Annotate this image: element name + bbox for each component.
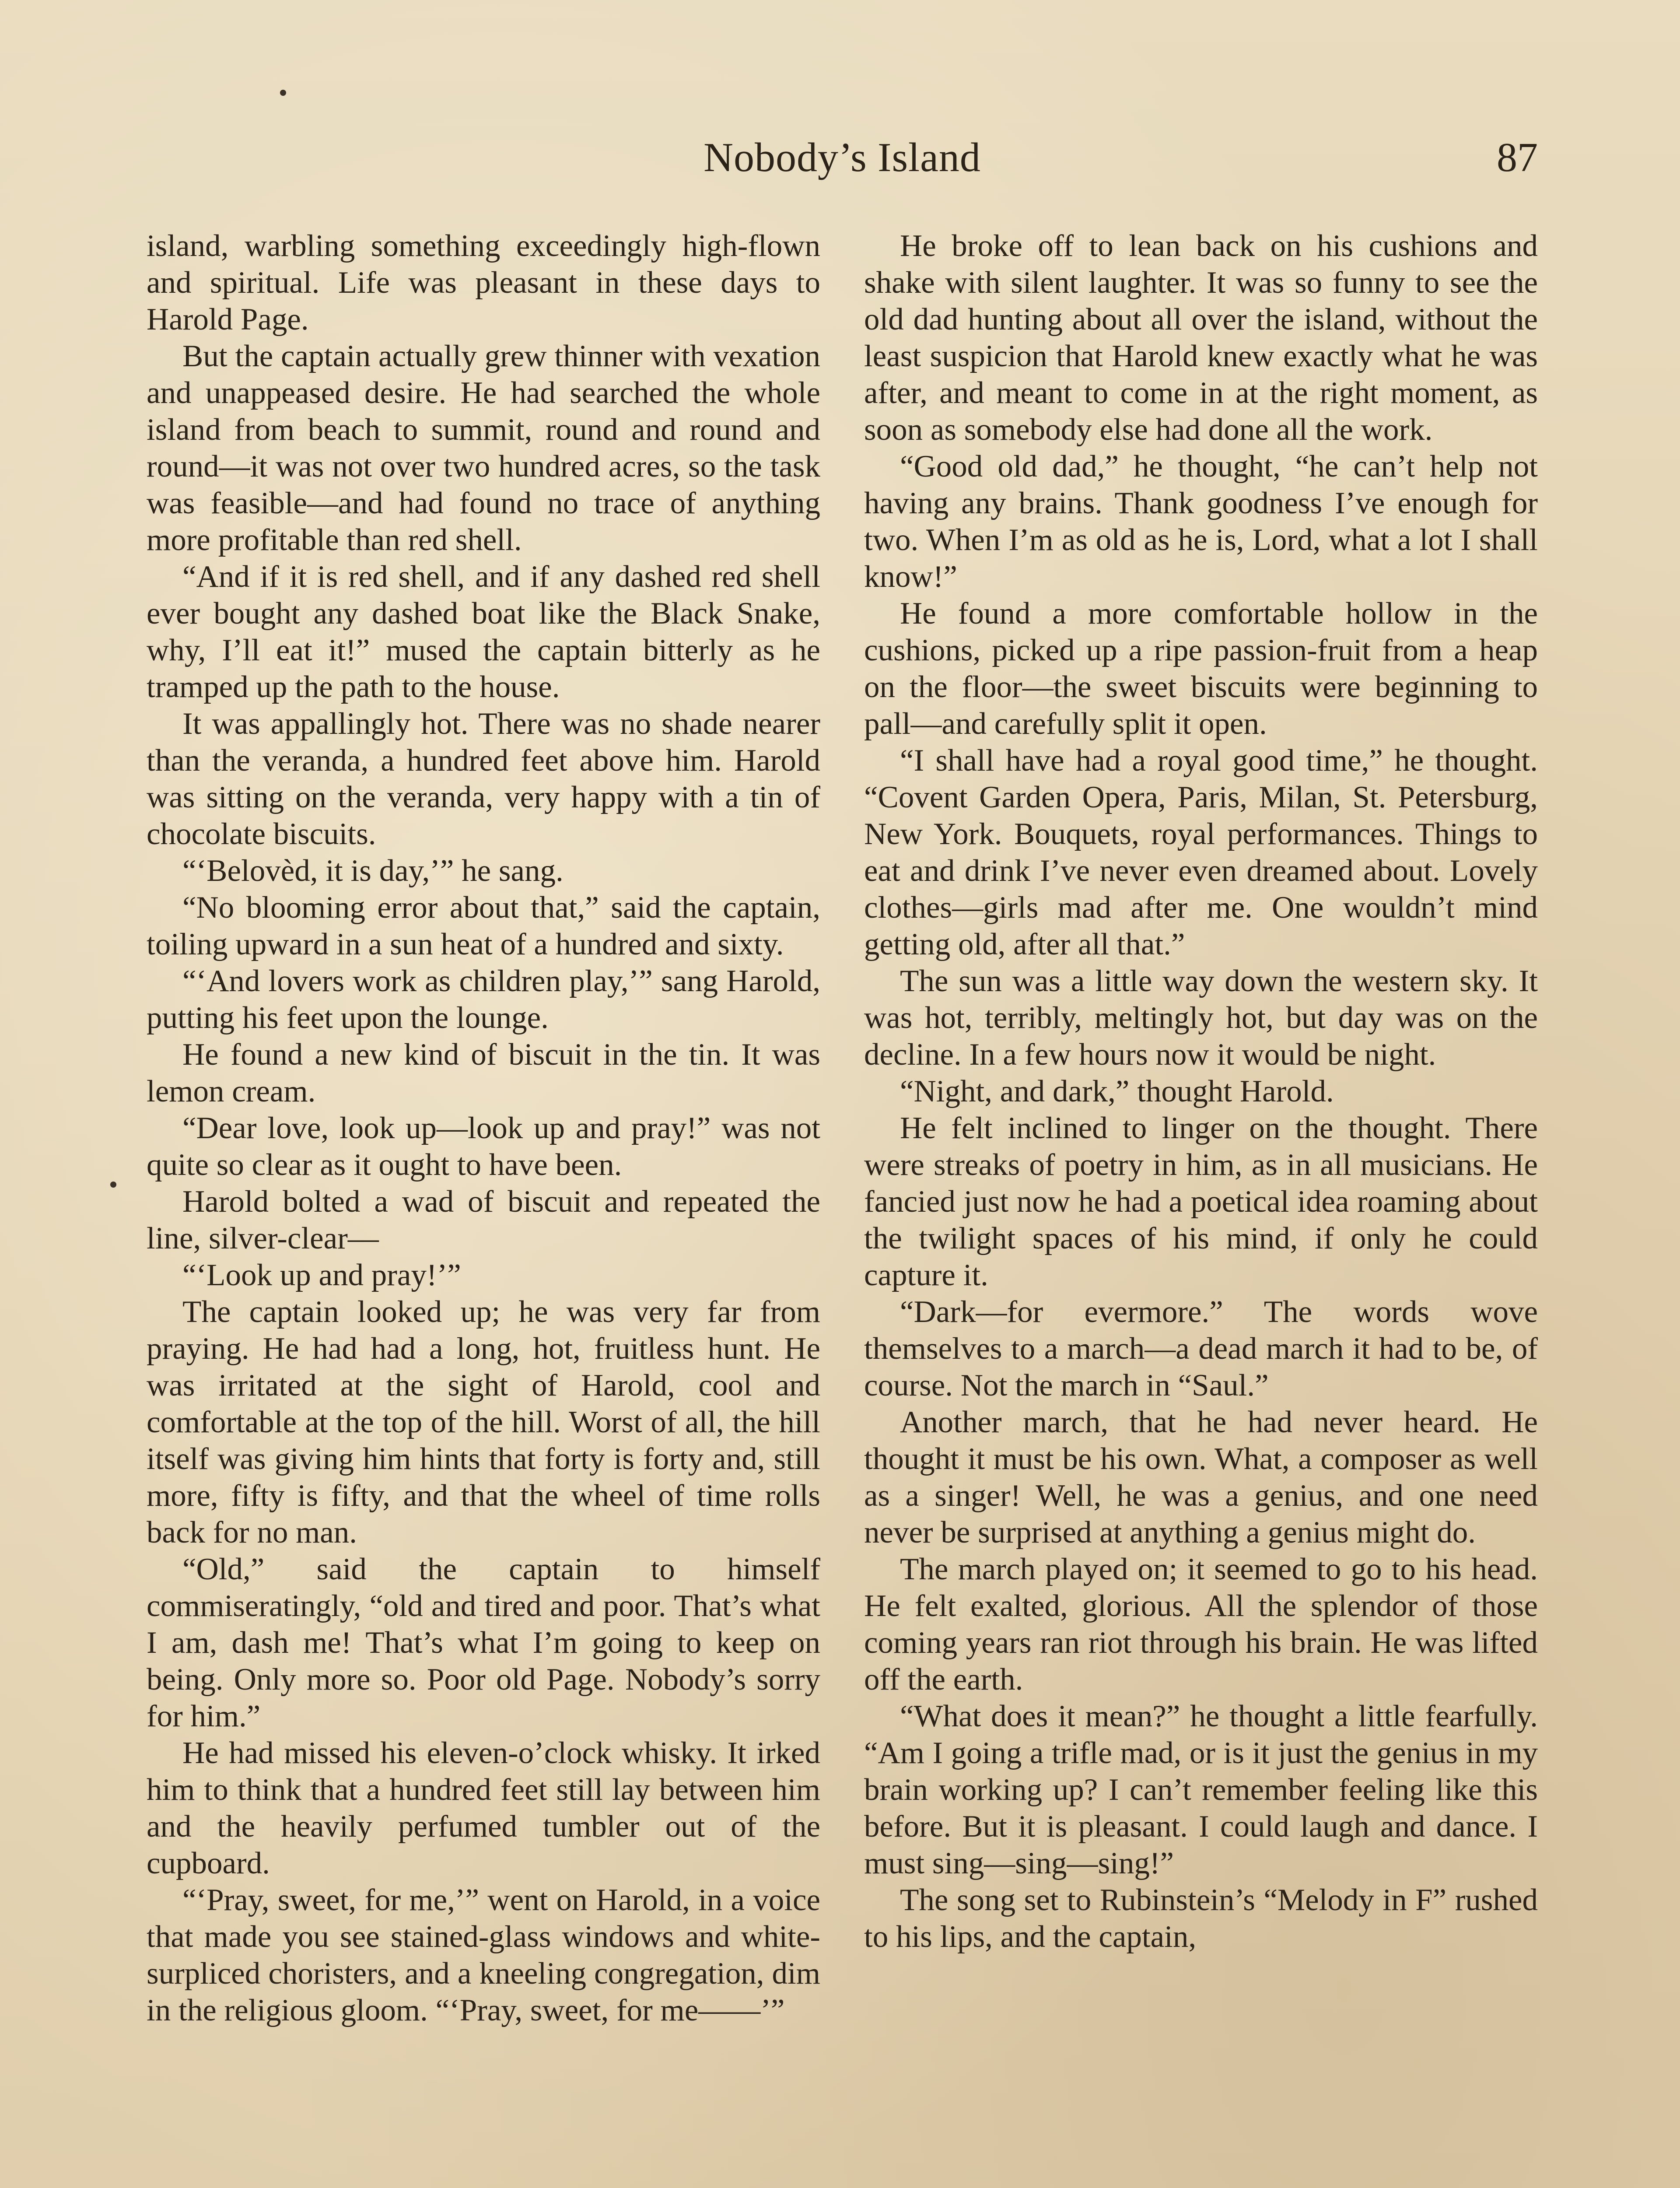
paragraph: He broke off to lean back on his cushions and shake with silent laughter. It was so funny to see the old dad hunting about all over the island, without the least suspicion that Harold knew exactly what he was after, and meant to come in at the right moment, as soon as somebody else had done all the work. (864, 229, 1538, 447)
paragraph: The sun was a little way down the western sky. It was hot, terribly, meltingly hot, but day was on the decline. In a few hours now it would be night. (864, 964, 1538, 1072)
paragraph: He felt inclined to linger on the thought. There were streaks of poetry in him, as in all musicians. He fancied just now he had a poetical idea roaming about the twilight spaces of his mind, if only he could capture it. (864, 1111, 1538, 1292)
paragraph: “What does it mean?” he thought a little fearfully. “Am I going a trifle mad, or is it just the genius in my brain working up? I can’t remember feeling like this before. But it is pleasant. I could laugh and dance. I must sing—sing—sing!” (864, 1699, 1538, 1880)
paragraph: It was appallingly hot. There was no shade nearer than the veranda, a hundred feet above him. Harold was sitting on the veranda, very happy with a tin of chocolate biscuits. (147, 707, 820, 851)
paragraph: “Old,” said the captain to himself commiseratingly, “old and tired and poor. That’s what I am, dash me! That’s what I’m going to keep on being. Only more so. Poor old Page. Nobody’s sorry for him.” (147, 1552, 820, 1733)
paragraph: The captain looked up; he was very far from praying. He had had a long, hot, fruitless hunt. He was irritated at the sight of Harold, cool and comfortable at the top of the hill. Worst of all, the hill itself was giving him hints that forty is forty and, still more, fifty is fifty, and that the wheel of time rolls back for no man. (147, 1295, 820, 1550)
paragraph: “Night, and dark,” thought Harold. (900, 1074, 1334, 1108)
paragraph: “Good old dad,” he thought, “he can’t help not having any brains. Thank goodness I’ve enough for two. When I’m as old as he is, Lord, what a lot I shall know!” (864, 449, 1538, 594)
paragraph: island, warbling something exceedingly high-flown and spiritual. Life was pleasant in these days to Harold Page. (147, 229, 820, 337)
page-number: 87 (1497, 135, 1538, 180)
paragraph: But the captain actually grew thinner with vexation and unappeased desire. He had searched the whole island from beach to summit, round and round and round—it was not over two hundred acres, so the task was feasible—and had found no trace of anything more profitable than red shell. (147, 339, 820, 557)
ink-speck (110, 1182, 116, 1188)
paragraph: He found a more comfortable hollow in the cushions, picked up a ripe passion-fruit from a heap on the floor—the sweet biscuits were beginning to pall—and carefully split it open. (864, 596, 1538, 741)
paragraph: “‘And lovers work as children play,’” sang Harold, putting his feet upon the lounge. (147, 964, 820, 1035)
paragraph: “I shall have had a royal good time,” he thought. “Covent Garden Opera, Paris, Milan, St. Petersburg, New York. Bouquets, royal performances. Things to eat and drink I’ve never even dreamed about. Lovely clothes—girls mad after me. One wouldn’t mind getting old, after all that.” (864, 743, 1538, 961)
paragraph: He had missed his eleven-o’clock whisky. It irked him to think that a hundred feet still lay between him and the heavily perfumed tumbler out of the cupboard. (147, 1736, 820, 1880)
paragraph: “‘Belovèd, it is day,’” he sang. (182, 854, 564, 888)
paragraph: “No blooming error about that,” said the captain, toiling upward in a sun heat of a hundred and sixty. (147, 891, 820, 961)
paragraph: “‘Look up and pray!’” (182, 1258, 461, 1292)
right-column (864, 228, 1538, 1955)
paragraph: “And if it is red shell, and if any dashed red shell ever bought any dashed boat like the Black Snake, why, I’ll eat it!” mused the captain bitterly as he tramped up the path to the house. (147, 560, 820, 704)
page-header (147, 131, 1538, 184)
paragraph: Harold bolted a wad of biscuit and repeated the line, silver-clear— (147, 1185, 820, 1255)
left-column (147, 228, 820, 2029)
paragraph: “Dark—for evermore.” The words wove themselves to a march—a dead march it had to be, of course. Not the march in “Saul.” (864, 1295, 1538, 1403)
paragraph: The march played on; it seemed to go to his head. He felt exalted, glorious. All the splendor of those coming years ran riot through his brain. He was lifted off the earth. (864, 1552, 1538, 1697)
paragraph: Another march, that he had never heard. He thought it must be his own. What, a composer as well as a singer! Well, he was a genius, and one need never be surprised at anything a genius might do. (864, 1405, 1538, 1550)
ink-speck (280, 90, 286, 96)
paragraph: The song set to Rubinstein’s “Melody in F” rushed to his lips, and the captain, (864, 1883, 1538, 1954)
paragraph: “Dear love, look up—look up and pray!” was not quite so clear as it ought to have been. (147, 1111, 820, 1182)
paragraph: He found a new kind of biscuit in the tin. It was lemon cream. (147, 1038, 820, 1108)
running-head: Nobody’s Island (704, 135, 981, 180)
paragraph: “‘Pray, sweet, for me,’” went on Harold, in a voice that made you see stained-glass windows and white-surpliced choristers, and a kneeling congregation, dim in the religious gloom. “‘Pray, sweet, for me——’” (147, 1883, 820, 2027)
